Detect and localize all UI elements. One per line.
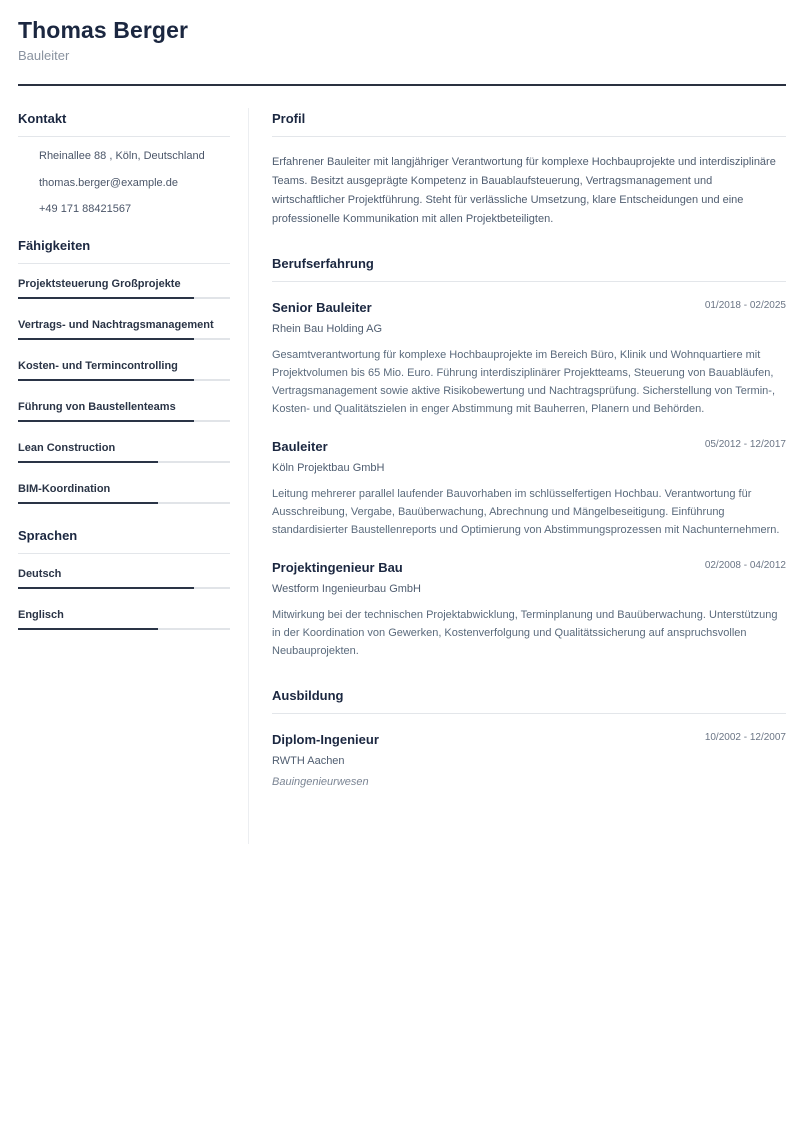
job-title: Bauleiter xyxy=(272,439,328,454)
contact-phone: +49 171 88421567 xyxy=(39,203,132,215)
language-label: Deutsch xyxy=(18,567,62,580)
candidate-name: Thomas Berger xyxy=(18,17,189,43)
language-bar-fill xyxy=(18,628,158,630)
language-bar xyxy=(18,628,230,630)
skill-item xyxy=(18,359,230,400)
header-divider xyxy=(18,84,786,86)
skill-bar-fill xyxy=(18,502,158,504)
skill-item xyxy=(18,400,230,441)
skill-item xyxy=(18,318,230,359)
languages-title: Sprachen xyxy=(18,527,230,554)
experience-section xyxy=(272,255,786,660)
contact-address: Rheinallee 88 , Köln, Deutschland xyxy=(39,150,205,162)
skill-bar-fill xyxy=(18,379,194,381)
languages-section xyxy=(18,527,230,649)
job-date: 02/2008 - 04/2012 xyxy=(704,560,786,571)
education-entry xyxy=(272,731,786,789)
skill-bar xyxy=(18,420,230,422)
experience-entry xyxy=(272,438,786,539)
skill-bar xyxy=(18,502,230,504)
study-field: Bauingenieurwesen xyxy=(272,776,369,788)
contact-email: thomas.berger@example.de xyxy=(39,176,178,189)
contact-section xyxy=(18,110,230,229)
institution: RWTH Aachen xyxy=(272,755,345,767)
job-company: Köln Projektbau GmbH xyxy=(272,462,385,474)
contact-title: Kontakt xyxy=(18,110,230,137)
skills-title: Fähigkeiten xyxy=(18,237,230,264)
education-title: Ausbildung xyxy=(272,687,786,714)
job-company: Westform Ingenieurbau GmbH xyxy=(272,583,421,595)
skill-label: BIM-Koordination xyxy=(18,482,111,495)
job-date: 05/2012 - 12/2017 xyxy=(704,439,786,450)
profile-title: Profil xyxy=(272,110,786,137)
profile-section xyxy=(272,110,786,229)
skill-bar-fill xyxy=(18,420,194,422)
skill-label: Kosten- und Termincontrolling xyxy=(18,359,178,372)
job-title: Senior Bauleiter xyxy=(272,300,372,315)
job-description: Leitung mehrerer parallel laufender Bauvorhaben im schlüsselfertigen Hochbau. Verantwortung für Ausschreibung, Vergabe, Bauüberwachung, Abrechnung und Mängelbeseitigung. Einführung standardisierter Baustellenreports und Optimierung von Abstimmungsprozessen mit Nachunternehmern. xyxy=(272,488,780,536)
skills-section xyxy=(18,237,230,523)
experience-entry xyxy=(272,559,786,660)
skill-bar xyxy=(18,461,230,463)
skill-label: Lean Construction xyxy=(18,441,116,454)
job-date: 01/2018 - 02/2025 xyxy=(704,300,786,311)
skill-item xyxy=(18,277,230,318)
skill-item xyxy=(18,441,230,482)
skill-bar-fill xyxy=(18,297,194,299)
profile-text: Erfahrener Bauleiter mit langjähriger Verantwortung für komplexe Hochbauprojekte und interdisziplinäre Teams. Besitzt ausgeprägte Kompetenz in Bauablaufsteuerung, Vertragsmanagement und wirtschaftlicher Projektführung. Steht für verlässliche Umsetzung, klare Entscheidungen und eine professionelle Kommunikation mit allen Projektbeteiligten. xyxy=(272,156,776,225)
skill-bar-fill xyxy=(18,461,158,463)
experience-entry xyxy=(272,299,786,418)
column-divider xyxy=(248,108,249,844)
language-label: Englisch xyxy=(18,608,64,621)
skill-label: Projektsteuerung Großprojekte xyxy=(18,277,181,290)
candidate-role: Bauleiter xyxy=(18,48,70,63)
resume-header xyxy=(18,16,786,64)
skill-bar-fill xyxy=(18,338,194,340)
skill-label: Vertrags- und Nachtragsmanagement xyxy=(18,318,214,331)
skill-bar xyxy=(18,338,230,340)
sidebar xyxy=(18,110,230,649)
skill-bar xyxy=(18,379,230,381)
degree-date: 10/2002 - 12/2007 xyxy=(704,732,786,743)
skill-bar xyxy=(18,297,230,299)
degree-title: Diplom-Ingenieur xyxy=(272,732,379,747)
job-title: Projektingenieur Bau xyxy=(272,560,403,575)
job-description: Mitwirkung bei der technischen Projektabwicklung, Terminplanung und Bauüberwachung. Unterstützung in der Koordination von Gewerken, Kostenverfolgung und Qualitätssicherung auf anspruchsvollen Neubauprojekten. xyxy=(272,609,778,657)
main-content xyxy=(272,110,786,789)
language-bar-fill xyxy=(18,587,194,589)
language-bar xyxy=(18,587,230,589)
skill-label: Führung von Baustellenteams xyxy=(18,400,176,413)
job-company: Rhein Bau Holding AG xyxy=(272,323,383,335)
job-description: Gesamtverantwortung für komplexe Hochbauprojekte im Bereich Büro, Klinik und Wohnquartiere mit Projektvolumen bis 65 Mio. Euro. Führung interdisziplinärer Projektteams, Steuerung von Bauabläufen, Vertragsmanagement sowie aktive Risikobewertung und Nachtragsprüfung. Sicherstellung von Termin-, Kosten- und Qualitätszielen in enger Abstimmung mit Bauherren, Planern und Behörden. xyxy=(272,349,776,415)
experience-title: Berufserfahrung xyxy=(272,255,786,282)
language-item xyxy=(18,567,230,608)
language-item xyxy=(18,608,230,649)
skill-item xyxy=(18,482,230,523)
education-section xyxy=(272,687,786,789)
